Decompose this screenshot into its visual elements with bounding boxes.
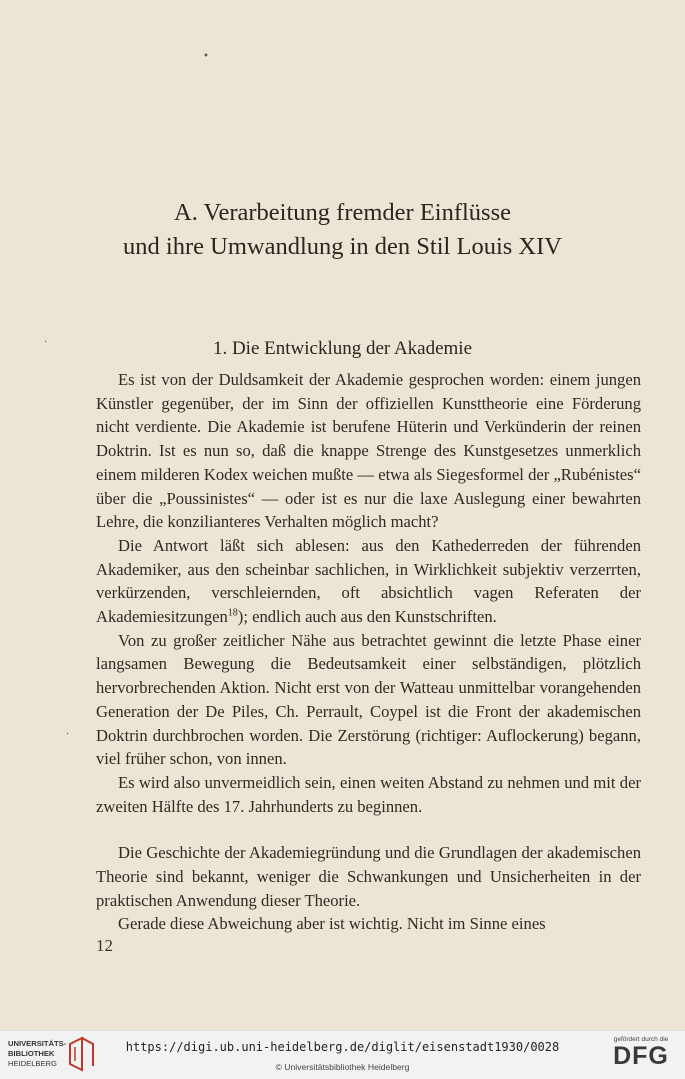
speck: • <box>203 51 209 62</box>
body-text <box>96 368 641 936</box>
paragraph-2-text-end: ); endlich auch aus den Kunstschriften. <box>237 607 497 627</box>
library-name-line-3: HEIDELBERG <box>8 1058 57 1068</box>
chapter-title-line-1: A. Verarbeitung fremder Einflüsse <box>174 199 511 226</box>
permalink-url[interactable]: https://digi.ub.uni-heidelberg.de/diglit/eisenstadt1930/0028 <box>125 1040 560 1054</box>
paragraph-2 <box>96 534 641 629</box>
chapter-title <box>0 196 685 264</box>
section-title: 1. Die Entwicklung der Akademie <box>212 338 473 359</box>
speck: · <box>66 729 70 740</box>
speck: · <box>44 337 48 348</box>
viewer-footer <box>0 1030 685 1079</box>
paragraph-2-text: Die Antwort läßt sich ablesen: aus den Kathederreden der führenden Akademiker, aus den scheinbar sachlichen, in Wirklichkeit subjektiv verzerrten, verkürzenden, verschleiernden, oft absichtlich vagen Referaten der Akademiesitzungen <box>96 535 641 627</box>
chapter-title-line-2: und ihre Umwandlung in den Stil Louis XIV <box>123 233 562 260</box>
funding-text: gefördert durch die <box>613 1036 669 1043</box>
library-name-line-1: UNIVERSITÄTS- <box>8 1039 67 1048</box>
paragraph-3: Von zu großer zeitlicher Nähe aus betrachtet gewinnt die letzte Phase einer langsamen Bewegung die Bedeutsamkeit einer selbständigen, plötzlich hervorbrechenden Aktion. Nicht erst von der Watteau unmittelbar vorangehenden Generation der De Piles, Ch. Perrault, Coypel ist die Front der akademischen Doktrin durchbrochen worden. Die Zerstörung (richtiger: Auflockerung) begann, viel früher schon, von innen. <box>96 630 641 769</box>
copyright-notice: © Universitätsbibliothek Heidelberg <box>275 1062 410 1072</box>
paragraph-6: Gerade diese Abweichung aber ist wichtig. Nicht im Sinne eines <box>118 914 546 934</box>
funder-logo[interactable] <box>607 1036 675 1070</box>
footnote-reference: 18 <box>227 607 238 619</box>
library-name-line-2: BIBLIOTHEK <box>8 1048 55 1058</box>
paragraph-4: Es wird also unvermeidlich sein, einen weiten Abstand zu nehmen und mit der zweiten Hälfte des 17. Jahrhunderts zu beginnen. <box>96 772 641 816</box>
dfg-logo-text: DFG <box>613 1042 669 1070</box>
page-number: 12 <box>96 936 113 955</box>
paragraph-5: Die Geschichte der Akademiegründung und die Grundlagen der akademischen Theorie sind bekannt, weniger die Schwankungen und Unsicherheiten in der praktischen Anwendung dieser Theorie. <box>96 843 641 910</box>
paragraph-1: Es ist von der Duldsamkeit der Akademie gesprochen worden: einem jungen Künstler gegenüber, der im Sinn der offiziellen Kunsttheorie eine Förderung nicht verdiente. Die Akademie ist berufene Hüterin und Verkünderin der reinen Doktrin. Ist es nun so, daß die knappe Strenge des Kunstgesetzes unmerklich einem milderen Kodex weichen mußte — etwa als Siegesformel der „Rubénistes“ über die „Poussinistes“ — oder ist es nur die laxe Auslegung einer bewahrten Lehre, die konzilianteres Verhalten möglich macht? <box>96 370 641 532</box>
